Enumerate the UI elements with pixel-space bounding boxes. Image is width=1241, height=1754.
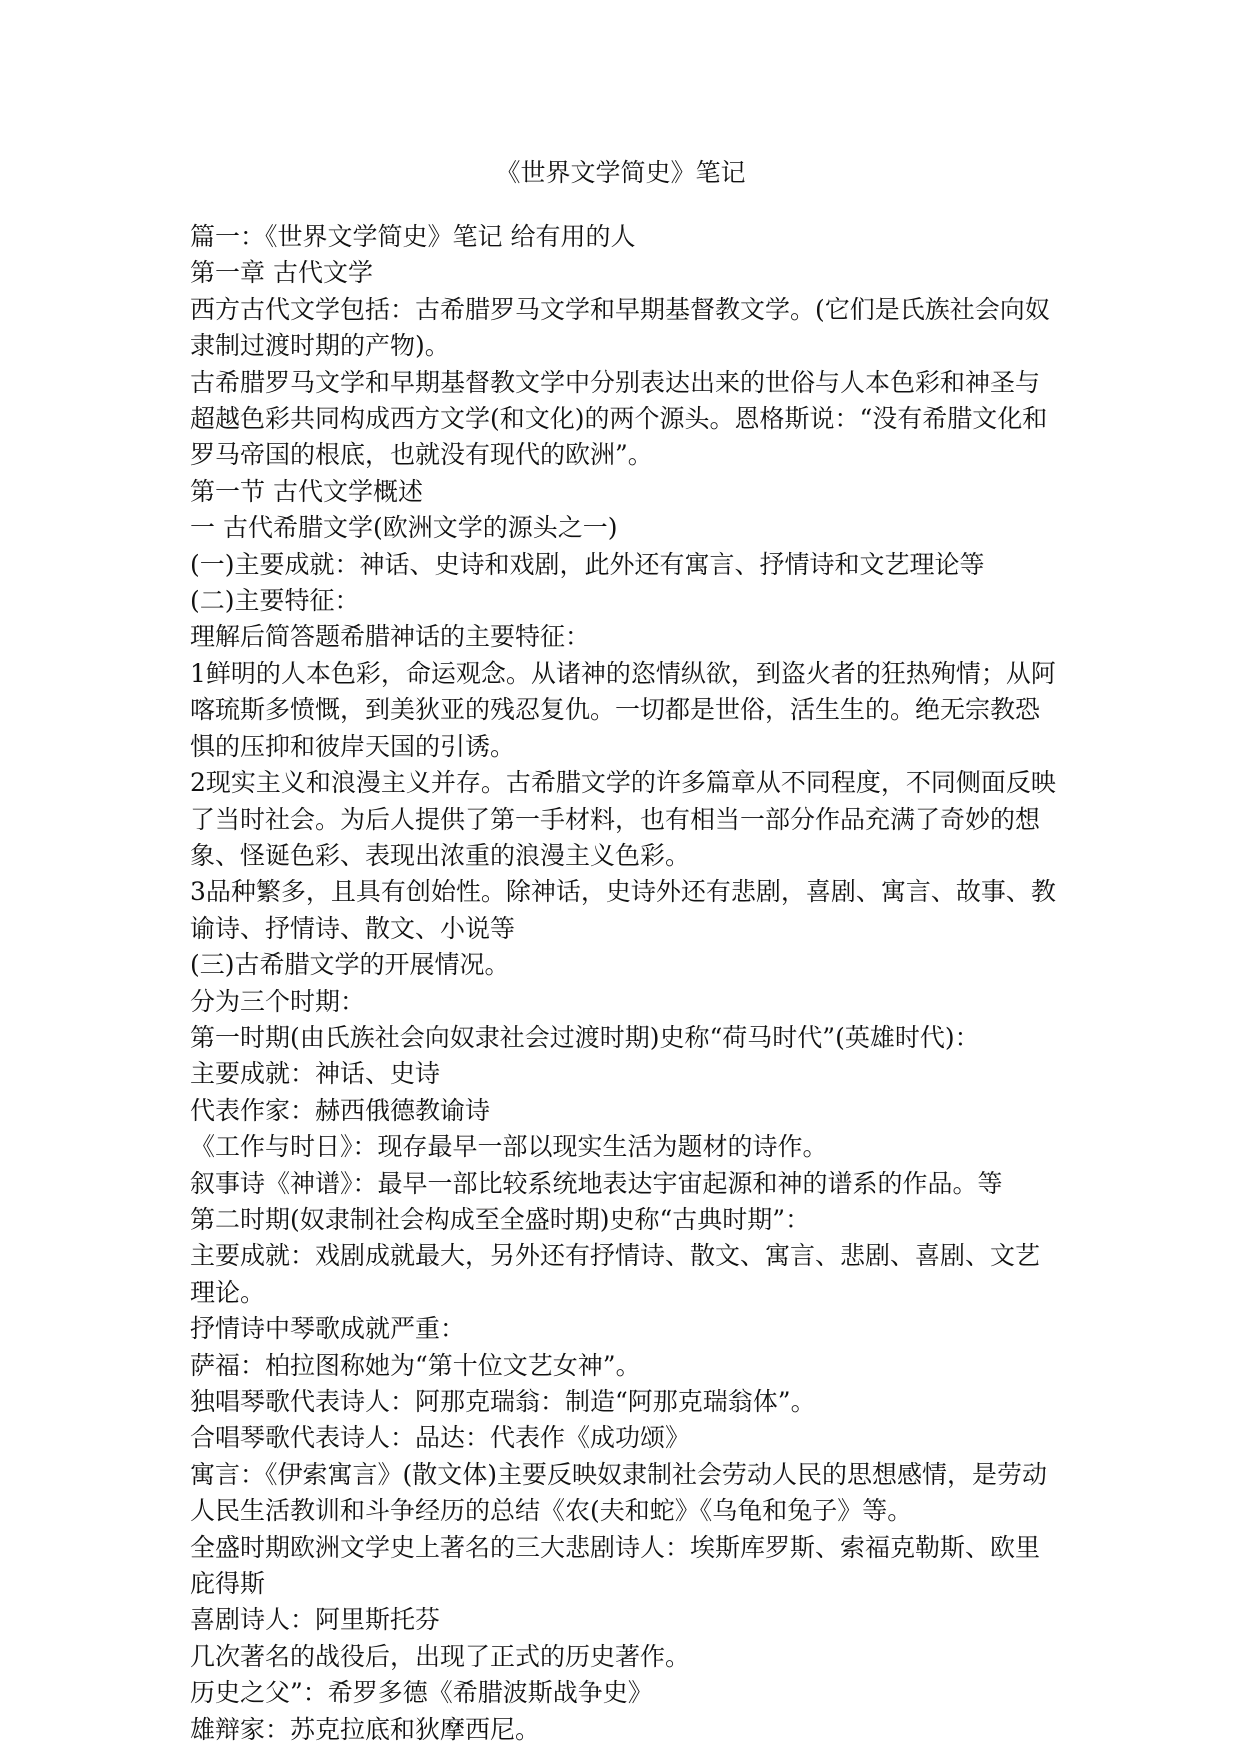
- paragraph: 叙事诗《神谱》：最早一部比较系统地表达宇宙起源和神的谱系的作品。等: [190, 1168, 1003, 1198]
- paragraph: 代表作家：赫西俄德教谕诗: [190, 1095, 491, 1125]
- paragraph: 喜剧诗人：阿里斯托芬: [190, 1605, 441, 1635]
- paragraph: 第二时期(奴隶制社会构成至全盛时期)史称“古典时期”：: [190, 1204, 811, 1234]
- document-title: 《世界文学简史》笔记: [495, 158, 746, 187]
- paragraph: 独唱琴歌代表诗人：阿那克瑞翁：制造“阿那克瑞翁体”。: [190, 1387, 816, 1416]
- paragraph: 主要成就：戏剧成就最大，另外还有抒情诗、散文、寓言、悲剧、喜剧、文艺理论。: [190, 1241, 1041, 1307]
- paragraph: 3品种繁多，且具有创始性。除神话，史诗外还有悲剧，喜剧、寓言、故事、教谕诗、抒情诗、散文、小说等: [190, 877, 1056, 943]
- paragraph: 雄辩家：苏克拉底和狄摩西尼。: [190, 1714, 541, 1744]
- paragraph: 古希腊罗马文学和早期基督教文学中分别表达出来的世俗与人本色彩和神圣与超越色彩共同构成西方文学(和文化)的两个源头。恩格斯说：“没有希腊文化和罗马帝国的根底，也就没有现代的欧洲”。: [190, 367, 1048, 470]
- paragraph: (二)主要特征：: [190, 586, 360, 616]
- paragraph: 2现实主义和浪漫主义并存。古希腊文学的许多篇章从不同程度，不同侧面反映了当时社会。为后人提供了第一手材料，也有相当一部分作品充满了奇妙的想象、怪诞色彩、表现出浓重的浪漫主义色彩。: [190, 768, 1056, 870]
- paragraph: 分为三个时期：: [190, 986, 366, 1016]
- paragraph: 第一时期(由氏族社会向奴隶社会过渡时期)史称“荷马时代”(英雄时代)：: [190, 1022, 980, 1052]
- subsection-heading: 一 古代希腊文学(欧洲文学的源头之一): [190, 513, 618, 543]
- paragraph: 理解后简答题希腊神话的主要特征：: [190, 622, 591, 652]
- paragraph: 抒情诗中琴歌成就严重：: [190, 1314, 466, 1344]
- paragraph: 历史之父”：希罗多德《希腊波斯战争史》: [190, 1678, 653, 1708]
- paragraph: 全盛时期欧洲文学史上著名的三大悲剧诗人：埃斯库罗斯、索福克勒斯、欧里庇得斯: [190, 1532, 1041, 1599]
- paragraph: 合唱琴歌代表诗人：品达：代表作《成功颂》: [190, 1423, 691, 1453]
- section-heading: 篇一：《世界文学简史》笔记 给有用的人: [190, 222, 636, 251]
- paragraph: 萨福：柏拉图称她为“第十位文艺女神”。: [190, 1350, 641, 1380]
- paragraph: (一)主要成就：神话、史诗和戏剧，此外还有寓言、抒情诗和文艺理论等: [190, 549, 985, 579]
- subsection-heading: 第一节 古代文学概述: [190, 476, 423, 506]
- paragraph: 《工作与时日》：现存最早一部以现实生活为题材的诗作。: [190, 1132, 828, 1162]
- document-body: [190, 219, 1060, 1748]
- paragraph: 1鲜明的人本色彩，命运观念。从诸神的恣情纵欲，到盗火者的狂热殉情；从阿喀琉斯多愤慨，到美狄亚的残忍复仇。一切都是世俗，活生生的。绝无宗教恐惧的压抑和彼岸天国的引诱。: [190, 658, 1056, 761]
- paragraph: 主要成就：神话、史诗: [190, 1059, 441, 1089]
- chapter-heading: 第一章 古代文学: [190, 258, 373, 288]
- paragraph: (三)古希腊文学的开展情况。: [190, 950, 510, 980]
- paragraph: 西方古代文学包括：古希腊罗马文学和早期基督教文学。(它们是氏族社会向奴隶制过渡时期的产物)。: [190, 294, 1050, 361]
- paragraph: 寓言：《伊索寓言》(散文体)主要反映奴隶制社会劳动人民的思想感情，是劳动人民生活教训和斗争经历的总结《农(夫和蛇》《乌龟和兔子》等。: [190, 1459, 1048, 1526]
- paragraph: 几次著名的战役后，出现了正式的历史著作。: [190, 1641, 691, 1671]
